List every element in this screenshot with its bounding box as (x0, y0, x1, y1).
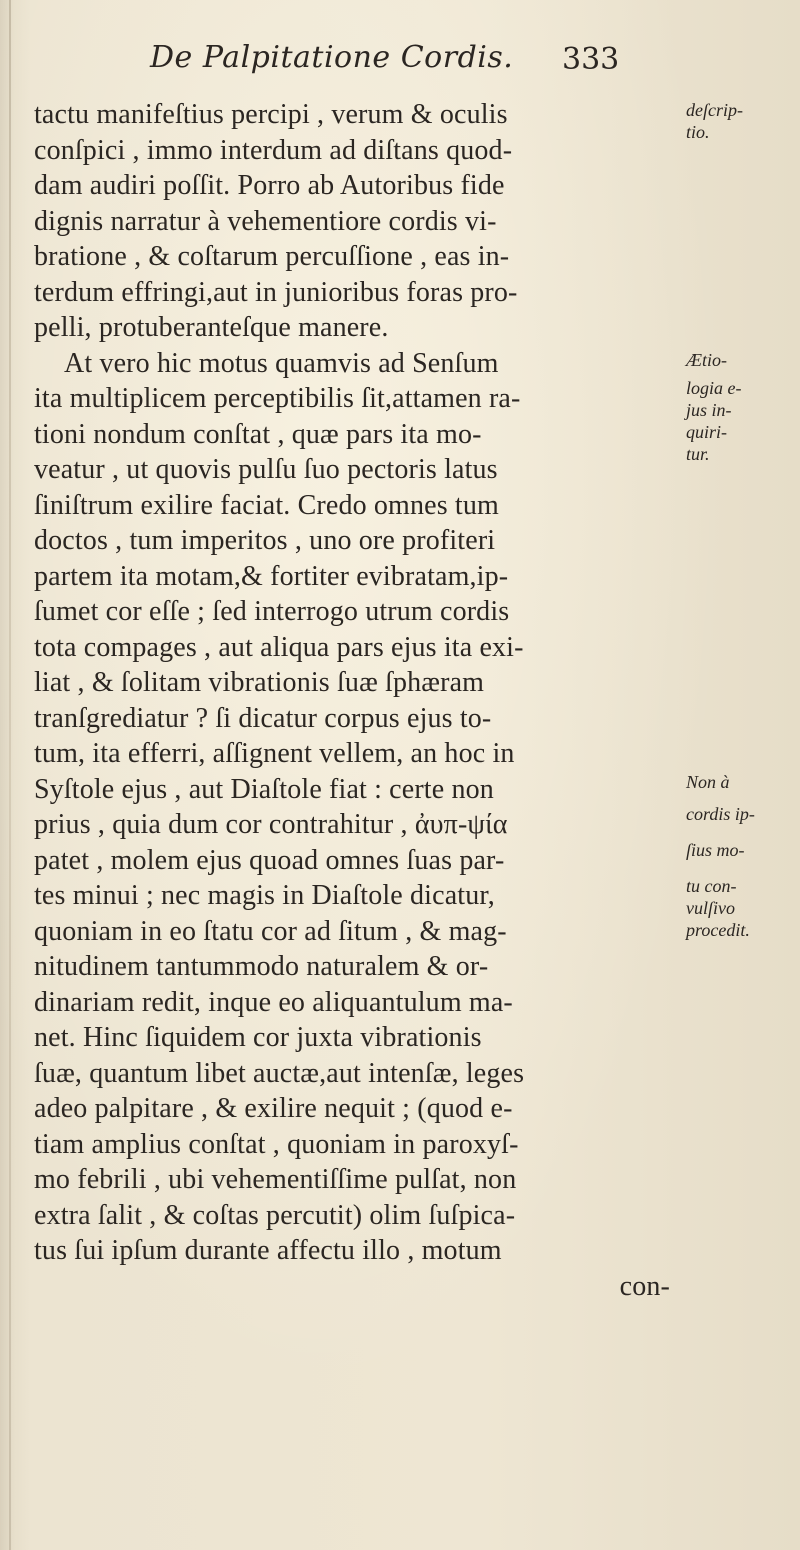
text-line: extra ſalit , & coſtas percutit) olim ſuſpica- (34, 1199, 516, 1231)
margin-note: procedit. (686, 920, 750, 940)
text-line: conſpici , immo interdum ad diſtans quod- (34, 134, 513, 166)
margin-note: logia e- (686, 378, 742, 398)
text-line: ſuæ, quantum libet auctæ,aut intenſæ, leges (34, 1057, 525, 1089)
text-line: adeo palpitare , & exilire nequit ; (quod e- (34, 1093, 513, 1124)
text-line: pelli, protuberanteſque manere. (34, 312, 389, 343)
text-line: tus ſui ipſum durante affectu illo , motum (34, 1235, 502, 1266)
margin-note: tio. (686, 122, 710, 142)
text-line: dignis narratur à vehementiore cordis vi- (34, 205, 497, 237)
text-line: tota compages , aut aliqua pars ejus ita exi- (34, 631, 524, 663)
text-line: Syſtole ejus , aut Diaſtole fiat : certe non (34, 773, 494, 805)
catchword: con- (619, 1270, 670, 1302)
text-line: tactu manifeſtius percipi , verum & oculis (34, 99, 508, 130)
text-line: tranſgrediatur ? ſi dicatur corpus ejus to- (34, 702, 492, 734)
text-line: nitudinem tantummodo naturalem & or- (34, 951, 489, 982)
margin-note: Ætio- (686, 350, 728, 370)
text-line: partem ita motam,& fortiter evibratam,ip- (34, 560, 509, 592)
text-line: terdum effringi,aut in junioribus foras pro- (34, 276, 518, 308)
margin-note: quiri- (686, 422, 728, 442)
margin-note: jus in- (686, 400, 732, 420)
margin-note: tur. (686, 444, 710, 464)
text-line: doctos , tum imperitos , uno ore profiteri (34, 525, 496, 556)
margin-note: tu con- (686, 876, 737, 896)
page-number: 333 (562, 42, 620, 77)
text-line: ita multiplicem perceptibilis ſit,attamen ra- (34, 383, 521, 414)
text-line: quoniam in eo ſtatu cor ad ſitum , & mag- (34, 915, 507, 947)
text-line: patet , molem ejus quoad omnes ſuas par- (34, 844, 505, 876)
main-text-block (34, 97, 674, 1304)
text-line: veatur , ut quovis pulſu ſuo pectoris latus (34, 454, 498, 485)
text-line: prius , quia dum cor contrahitur , ἀυπ-ψία (34, 809, 508, 840)
text-line: ſiniſtrum exilire faciat. Credo omnes tum (34, 489, 499, 521)
text-line: net. Hinc ſiquidem cor juxta vibrationis (34, 1022, 482, 1053)
page-gutter-edge (9, 0, 11, 1550)
text-line: dam audiri poſſit. Porro ab Autoribus fide (34, 170, 505, 201)
margin-note: ſius mo- (686, 840, 745, 860)
margin-note: deſcrip- (686, 100, 743, 120)
margin-note: cordis ip- (686, 804, 755, 824)
text-line: tum, ita efferri, aſſignent vellem, an hoc in (34, 738, 515, 769)
margin-note: Non à (686, 772, 730, 792)
text-line: tioni nondum conſtat , quæ pars ita mo- (34, 418, 482, 450)
text-line: liat , & ſolitam vibrationis ſuæ ſphæram (34, 667, 485, 698)
margin-note: vulſivo (686, 898, 735, 918)
text-line: mo febrili , ubi vehementiſſime pulſat, non (34, 1164, 517, 1195)
text-line: tiam amplius conſtat , quoniam in paroxyſ- (34, 1128, 519, 1160)
running-head: De Palpitatione Cordis. (150, 40, 514, 75)
text-line: bratione , & coſtarum percuſſione , eas in- (34, 241, 510, 272)
page-header (150, 40, 630, 80)
text-line: ſumet cor eſſe ; ſed interrogo utrum cordis (34, 596, 510, 627)
text-line: dinariam redit, inque eo aliquantulum ma- (34, 986, 513, 1018)
text-line: tes minui ; nec magis in Diaſtole dicatur, (34, 880, 495, 911)
text-line: At vero hic motus quamvis ad Senſum (64, 347, 499, 379)
